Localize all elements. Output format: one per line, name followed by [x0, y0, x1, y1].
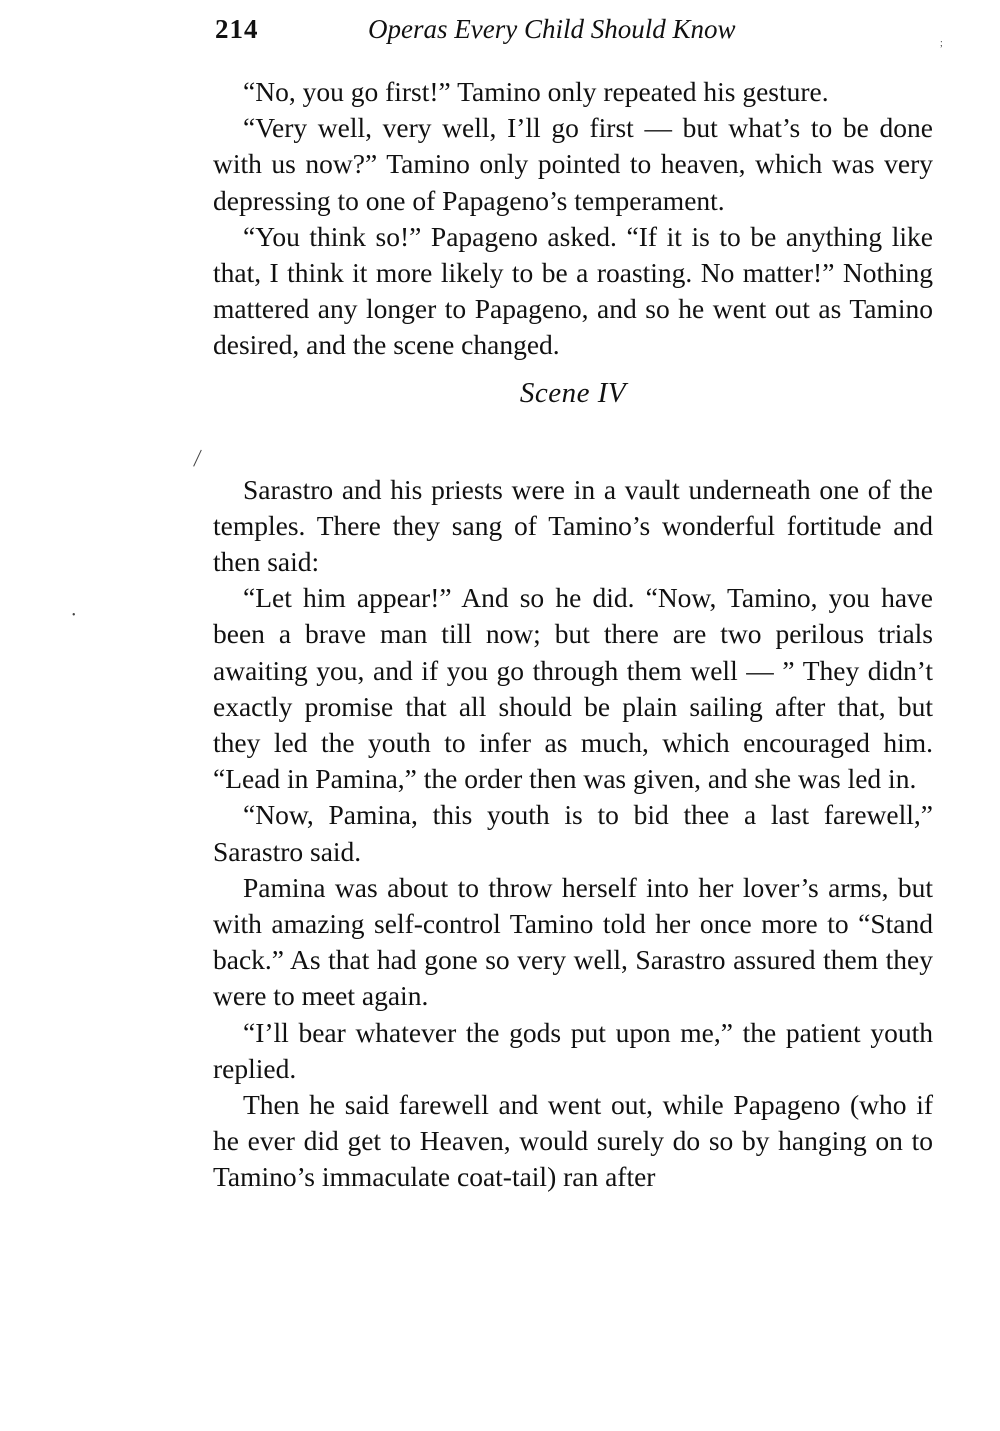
running-head: [215, 14, 935, 50]
paragraph: “I’ll bear whatever the gods put upon me,” the patient youth replied.: [213, 1016, 933, 1084]
paragraph: “Very well, very well, I’ll go first — but what’s to be done with us now?” Tamino only pointed to heaven, which was very depressing to one of Papageno’s temperament.: [213, 112, 933, 216]
paragraph: Then he said farewell and went out, while Papageno (who if he ever did get to Heaven, would surely do so by hanging on to Tamino’s immaculate coat-tail) ran after: [213, 1089, 933, 1193]
page-number: 214: [215, 14, 259, 44]
page-text: [213, 74, 933, 1196]
margin-tick-mark: |: [191, 446, 205, 468]
paragraph: Pamina was about to throw herself into her lover’s arms, but with amazing self-control Tamino told her once more to “Stand back.” As that had gone so very well, Sarastro assured them they were to meet again.: [213, 871, 933, 1012]
paragraph: “You think so!” Papageno asked. “If it is to be anything like that, I think it more likely to be a roasting. No matter!” Nothing mattered any longer to Papageno, and so he went out as Tamino desired, and the scene changed.: [213, 220, 933, 361]
paragraph: “Now, Pamina, this youth is to bid thee a last farewell,” Sarastro said.: [213, 799, 933, 867]
scene-heading: [213, 364, 933, 472]
book-title: Operas Every Child Should Know: [368, 14, 736, 44]
paragraph: “Let him appear!” And so he did. “Now, Tamino, you have been a brave man till now; but there are two perilous trials awaiting you, and if you go through them well — ” They didn’t exactly promise that all should be plain sailing after that, but they led the youth to infer as much, which encouraged him. “Lead in Pamina,” the order then was given, and she was led in.: [213, 582, 933, 795]
print-speck: ;: [940, 38, 943, 49]
paragraph: Sarastro and his priests were in a vault underneath one of the temples. There they sang of Tamino’s wonderful fortitude and then said:: [213, 473, 933, 578]
scene-heading-text: Scene IV: [519, 376, 627, 409]
print-speck: •: [72, 610, 76, 621]
paragraph: “No, you go first!” Tamino only repeated his gesture.: [243, 76, 829, 107]
